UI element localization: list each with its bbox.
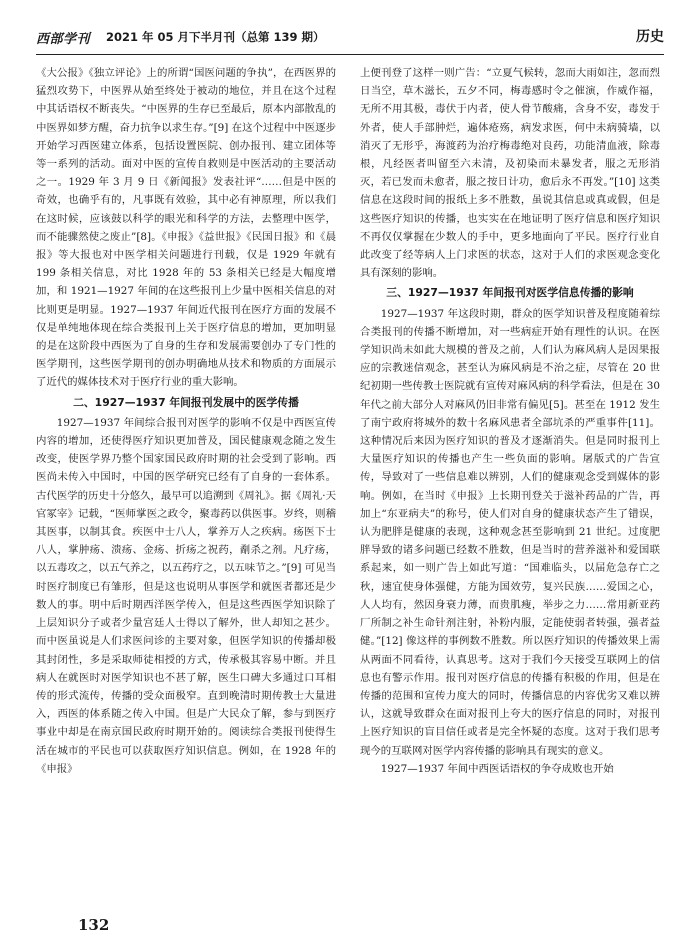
right-column [360,64,660,778]
paragraph: 《大公报》《独立评论》上的所谓“国医问题的争执”，在西医界的猛烈攻势下，中医界从始至终处于被动的地位，并且在这个过程中其话语权不断丧失。“中医界的生存已至最后，原本内部散乱的中医界如梦方醒，奋力抗争以求生存。”[9] 在这个过程中中医逐步开始学习西医建立体系，包括设置医院、创办报刊、建立团体等等一系列的活动。面对中医的宣传自救则是中医活动的主要活动之一。1929 年 3 月 9 日《新闻报》发表社评“……但是中医的奇效，也确乎有的，凡事既有效验，其中必有神原理，所以我们在这时候，应该鼓以科学的眼光和科学的方法，去整理中医学，而不能骤然使之废止”[8]。《申报》《益世报》《民国日报》和《晨报》等大报也对中医学相关问题进行刊载，仅是 1929 年就有 199 条相关信息，对比 1928 年的 53 条相关已经是大幅度增加，和 1921—1927 年间的在这些报刊上少量中医相关信息的对比则更是明显。1927—1937 年间近代报刊在医疗方面的发展不仅是单纯地体现在综合类报刊上关于医疗信息的增加，更加明显的是在这阶段中西医为了自身的生存和发展需要创办了专门性的医学期刊，这些医学期刊的创办明确地从技术和物质的方面展示了近代的媒体技术对于医疗行业的重大影响。 [36,67,336,389]
paragraph: 1927—1937 年间中西医话语权的争夺成败也开始 [380,762,614,775]
issue-info: 2021 年 05 月下半月刊（总第 139 期） [106,30,325,44]
running-header [36,18,664,55]
left-column [36,64,336,778]
paragraph: 1927—1937 年间综合报刊对医学的影响不仅是中西医宣传内容的增加，还使得医疗知识更加普及，国民健康观念随之发生改变，使医学界乃整个国家国民政府时期的社会受到了影响。西医尚未传入中国时，中国的医学研究已经有了自身的一套体系。古代医学的历史十分悠久，最早可以追溯到《周礼》。据《周礼·天官冢宰》记载，“医师掌医之政令，聚毒药以供医事。岁终，则稽其医事，以制其食。疾医中士八人，掌养万人之疾病。疡医下士八人，掌肿疡、溃疡、金疡、折疡之祝药，劀杀之剂。凡疗疡，以五毒攻之，以五气养之，以五药疗之，以五味节之。”[9] 可见当时医疗制度已有雏形，但是这也说明从事医学和就医者都还是少数人的事。明中后时期西洋医学传入，但是这些西医学知识除了上层知识分子或者少量宫廷人士得以了解外，世人却知之甚少。而中医虽说是人们求医问诊的主要对象，但医学知识的传播却极其封闭性，多是采取师徒相授的方式，传承极其容易中断。并且病人在就医时对医学知识也不甚了解，医生口碑大多通过口耳相传的形式流传，传播的受众面极窄。直到晚清时期传教士大量进入，西医的体系随之传入中国。但是广大民众了解，参与到医疗事业中却是在南京国民政府时期开始的。阅读综合类报刊使得生活在城市的平民也可以获取医疗知识信息。例如，在 1928 年的《申报》 [36,416,336,775]
section-label: 历史 [636,29,664,45]
page-number: 132 [78,916,110,934]
section-heading: 三、1927—1937 年间报刊对医学信息传播的影响 [386,286,634,300]
journal-name: 西部学刊 [36,32,91,47]
paragraph: 上便刊登了这样一则广告：“立夏气候转，忽而大雨如注，忽而烈日当空，草木滋长，五夕不同，梅毒感时令之催演，作威作福，无所不用其极，毒伏于内者，使人骨节酸痛，含身不安，毒发于外者，使人手部肿烂，遍体疮殇，病发求医，何中未病骑墙，以消灭了无形乎，海渡药为治疗梅毒绝对良药，功能清血液，除毒根，凡经医者叫留至六未清，及初染而未暴发者，服之无形消灭，若已发而未愈者，服之按日计功，愈后永不再发。”[10] 这类信息在这段时间的报纸上多不胜数，虽说其信息或真或假，但是这些医疗知识的传播，也实实在在地证明了医疗信息和医疗知识不再仅仅掌握在少数人的手中，更多地面向了平民。医疗行业自此改变了经等病人上门求医的状态，这对于人们的求医观念变化具有深刻的影响。 [360,67,660,280]
paragraph: 1927—1937 年这段时期，群众的医学知识普及程度随着综合类报刊的传播不断增加，对一些病症开始有理性的认识。在医学知识尚未如此大规模的普及之前，人们认为麻风病人是因果报应的宗教迷信观念，甚至认为麻风病是不治之症，尽管在 20 世纪初期一些传教士医院就有宣传对麻风病的科学看法，但是在 30 年代之前大部分人对麻风仍旧非常有偏见[5]。甚至在 1912 发生了南宁政府将城外的数十名麻风患者全部坑杀的严重事件[11]。这种情况后来因为医疗知识的普及才逐渐消失。但是同时报刊上大量医疗知识的传播也产生一些负面的影响。屠版式的广告宣传，导致对了一些信息难以辨别，人们的健康观念受到媒体的影响。例如，在当时《申报》上长期刊登关于滋补药品的广告，再加上“东亚病夫”的称号，使人们对自身的健康状态产生了错误，认为肥胖是健康的表现，这种观念甚至影响到 21 世纪。过度肥胖导致的诸多问题已经数不胜数，但是当时的营养滋补和爱国联系起来，如一则广告上如此写道：“国难临头，以届危急存亡之秋，速宜使身体强健，方能为国效劳，复兴民族……爱国之心，人人均有，然因身衰力薄，而贵肌瘦，举步之力……常用新亚药厂所制之补生命针剂注射，补粉内服，定能使弱者转强，强者益健。”[12] 像这样的事例数不胜数。所以医疗知识的传播效果上需从两面不同看待，认真思考。这对于我们今天接受互联网上的信息也有警示作用。报刊对医疗信息的传播有积极的作用，但是在传播的范围和宣传力度大的同时，传播信息的内容优劣又难以辨认，这就导致群众在面对报刊上夸大的医疗信息的同时，对报刊上医疗知识的盲目信任或者是完全怀疑的态度。这对于我们思考现今的互联网对医学内容传播的影响具有现实的意义。 [360,307,660,757]
section-heading: 二、1927—1937 年间报刊发展中的医学传播 [73,395,299,409]
